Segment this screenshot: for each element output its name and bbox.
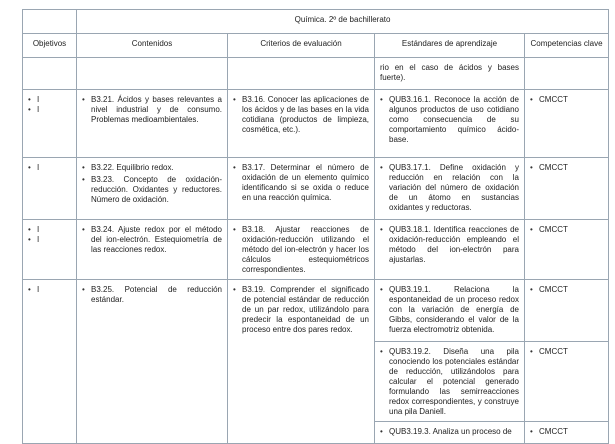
estandar-item: • QUB3.18.1. Identifica reacciones de oxidación-reducción empleando el método del ion-electrón para ajustarlas. xyxy=(380,225,519,265)
competencia-item: • CMCCT xyxy=(530,285,603,295)
table-row xyxy=(23,280,609,342)
estandar-item: • QUB3.16.1. Reconoce la acción de algunos productos de uso cotidiano como consecuencia de su comportamiento químico ácido-base. xyxy=(380,95,519,145)
competencia-item: • CMCCT xyxy=(530,225,603,235)
estandar-continuation: rio en el caso de ácidos y bases fuerte). xyxy=(375,58,525,90)
competencia-item: • CMCCT xyxy=(530,163,603,173)
objetivo-item: • I xyxy=(28,225,71,235)
table-row xyxy=(23,90,609,158)
contenido-item: • B3.25. Potencial de reducción estándar. xyxy=(82,285,222,305)
header-contenidos: Contenidos xyxy=(77,34,228,58)
estandar-item: • QUB3.17.1. Define oxidación y reducción en relación con la variación del número de oxidación de un átomo en sustancias oxidantes y reductoras. xyxy=(380,163,519,213)
table-row xyxy=(23,58,609,90)
table-title: Química. 2º de bachillerato xyxy=(77,10,609,34)
header-criterios: Criterios de evaluación xyxy=(228,34,375,58)
objetivo-item: • I xyxy=(28,95,71,105)
criterio-item: • B3.17. Determinar el número de oxidación de un elemento químico identificando si se oxida o reduce en una reacción química. xyxy=(233,163,369,203)
header-estandares: Estándares de aprendizaje xyxy=(375,34,525,58)
competencia-item: • CMCCT xyxy=(530,95,603,105)
contenido-item: • B3.22. Equilibrio redox. xyxy=(82,163,222,173)
objetivo-item: • I xyxy=(28,285,71,295)
table-header-row xyxy=(23,34,609,58)
header-competencias: Competencias clave xyxy=(525,34,609,58)
contenido-item: • B3.23. Concepto de oxidación-reducción. Oxidantes y reductores. Número de oxidación. xyxy=(82,175,222,205)
estandar-item: • QUB3.19.3. Analiza un proceso de xyxy=(380,427,519,437)
curriculum-page xyxy=(22,9,608,444)
objetivo-item: • I xyxy=(28,235,71,245)
criterio-item: • B3.16. Conocer las aplicaciones de los ácidos y de las bases en la vida cotidiana (productos de limpieza, cosmética, etc.). xyxy=(233,95,369,135)
table-title-row xyxy=(23,10,609,34)
competencia-item: • CMCCT xyxy=(530,347,603,357)
contenido-item: • B3.24. Ajuste redox por el método del ion-electrón. Estequiometría de las reacciones redox. xyxy=(82,225,222,255)
objetivo-item: • I xyxy=(28,105,71,115)
header-objetivos: Objetivos xyxy=(23,34,77,58)
estandar-item: • QUB3.19.1. Relaciona la espontaneidad de un proceso redox con la variación de energía de Gibbs, considerando el valor de la fuerza electromotriz obtenida. xyxy=(380,285,519,335)
estandar-item: • QUB3.19.2. Diseña una pila conociendo los potenciales estándar de reducción, utilizándolos para calcular el potencial generado formulando las semirreacciones redox correspondientes, y construye una pila Daniell. xyxy=(380,347,519,417)
table-row xyxy=(23,158,609,220)
competencia-item: • CMCCT xyxy=(530,427,603,437)
contenido-item: • B3.21. Ácidos y bases relevantes a nivel industrial y de consumo. Problemas medioambientales. xyxy=(82,95,222,125)
objetivo-item: • I xyxy=(28,163,71,173)
criterio-item: • B3.18. Ajustar reacciones de oxidación-reducción utilizando el método del ion-electrón y hacer los cálculos estequiométricos correspondientes. xyxy=(233,225,369,275)
table-row xyxy=(23,220,609,280)
criterio-item: • B3.19. Comprender el significado de potencial estándar de reducción de un par redox, utilizándolo para predecir la espontaneidad de un proceso entre dos pares redox. xyxy=(233,285,369,335)
curriculum-table xyxy=(22,9,609,444)
